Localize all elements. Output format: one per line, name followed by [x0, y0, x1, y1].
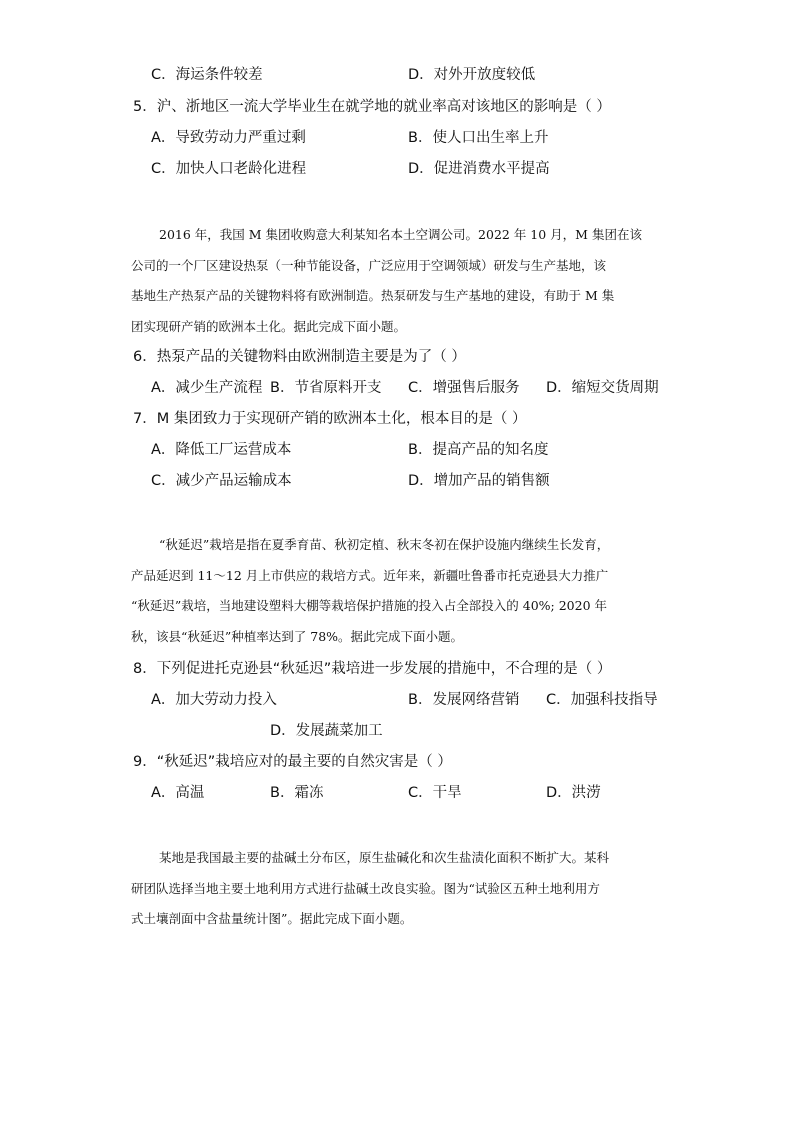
passage-1-line: 2016 年，我国 M 集团收购意大利某知名本土空调公司。2022 年 10 月，M 集团在该	[159, 227, 642, 242]
q8-option-d: D．发展蔬菜加工	[270, 723, 383, 739]
passage-2	[131, 530, 671, 652]
passage-1	[131, 220, 671, 342]
passage-1-line: 团实现研产销的欧洲本土化。据此完成下面小题。	[131, 318, 407, 334]
option-c: C．海运条件较差	[151, 67, 263, 83]
q5-option-b: B．使人口出生率上升	[408, 130, 549, 146]
passage-3-line: 研团队选择当地主要土地利用方式进行盐碱土改良实验。图为“试验区五种土地利用方	[131, 880, 600, 896]
question-9-stem: 9．“秋延迟”栽培应对的最主要的自然灾害是（ ）	[133, 754, 452, 770]
question-7-stem: 7．M 集团致力于实现研产销的欧洲本土化，根本目的是（ ）	[133, 411, 527, 427]
q9-option-a: A．高温	[151, 785, 205, 801]
option-d: D．对外开放度较低	[408, 67, 536, 83]
q9-option-c: C．干旱	[408, 785, 462, 801]
q7-option-d: D．增加产品的销售额	[408, 473, 550, 489]
q5-option-a: A．导致劳动力严重过剩	[151, 130, 306, 146]
question-6-stem: 6．热泵产品的关键物料由欧洲制造主要是为了（ ）	[133, 349, 466, 365]
q9-option-d: D．洪涝	[546, 785, 601, 801]
q6-option-c: C．增强售后服务	[408, 380, 520, 396]
question-8-stem: 8．下列促进托克逊县“秋延迟”栽培进一步发展的措施中，不合理的是（ ）	[133, 661, 612, 677]
q8-option-c: C．加强科技指导	[546, 692, 658, 708]
q8-option-a: A．加大劳动力投入	[151, 692, 277, 708]
passage-2-line: 秋，该县“秋延迟”种植率达到了 78%。据此完成下面小题。	[131, 628, 464, 644]
q7-option-c: C．减少产品运输成本	[151, 473, 292, 489]
q9-option-b: B．霜冻	[270, 785, 324, 801]
passage-1-line: 基地生产热泵产品的关键物料将有欧洲制造。热泵研发与生产基地的建设，有助于 M 集	[131, 288, 615, 303]
passage-1-line: 公司的一个厂区建设热泵（一种节能设备，广泛应用于空调领域）研发与生产基地，该	[131, 257, 607, 273]
q5-option-d: D．促进消费水平提高	[408, 161, 550, 177]
question-5-stem: 5．沪、浙地区一流大学毕业生在就学地的就业率高对该地区的影响是（ ）	[133, 99, 611, 115]
q5-option-c: C．加快人口老龄化进程	[151, 161, 307, 177]
q6-option-a: A．减少生产流程	[151, 380, 263, 396]
passage-2-line: “秋延迟”栽培是指在夏季育苗、秋初定植、秋末冬初在保护设施内继续生长发育，	[159, 537, 610, 552]
passage-2-line: “秋延迟”栽培，当地建设塑料大棚等栽培保护措施的投入占全部投入的 40%; 2020 年	[131, 598, 608, 613]
q7-option-a: A．降低工厂运营成本	[151, 442, 292, 458]
passage-2-line: 产品延迟到 11～12 月上市供应的栽培方式。近年来，新疆吐鲁番市托克逊县大力推广	[131, 567, 609, 583]
q7-option-b: B．提高产品的知名度	[408, 442, 549, 458]
passage-3	[131, 843, 671, 935]
passage-3-line: 某地是我国最主要的盐碱土分布区，原生盐碱化和次生盐渍化面积不断扩大。某科	[159, 850, 610, 865]
passage-3-line: 式土壤剖面中含盐量统计图”。据此完成下面小题。	[131, 911, 413, 926]
q6-option-d: D．缩短交货周期	[546, 380, 659, 396]
q8-option-b: B．发展网络营销	[408, 692, 520, 708]
q6-option-b: B．节省原料开支	[270, 380, 382, 396]
